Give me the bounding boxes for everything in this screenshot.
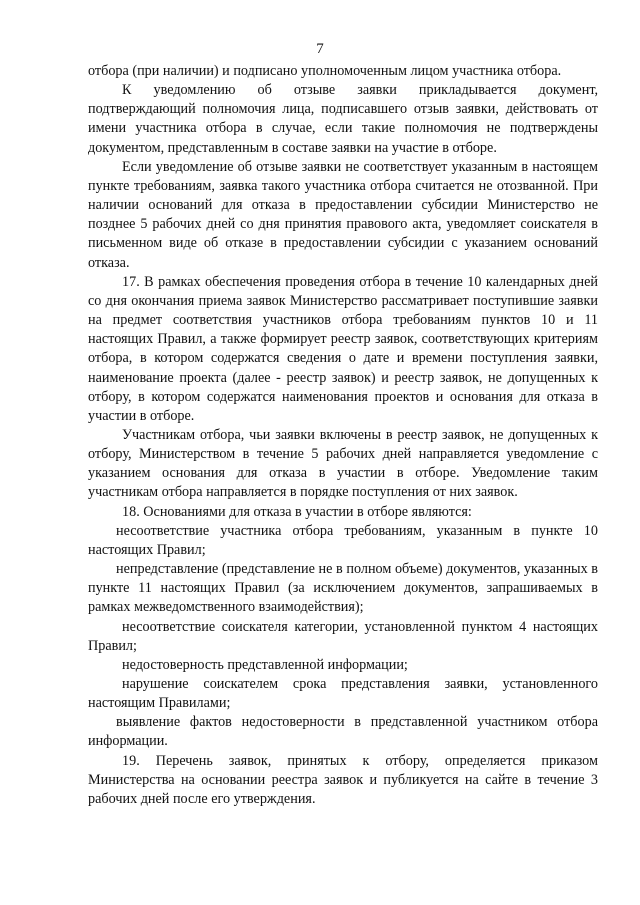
list-item-4: недостоверность представленной информации; bbox=[122, 656, 408, 673]
page-number: 7 bbox=[316, 41, 324, 57]
paragraph-2: К уведомлению об отзыве заявки прикладывается документ, подтверждающий полномочия лица, подписавшего отзыв заявки, действовать от имени участника отбора в случае, если такие полномочия не подтверждены документом, представленным в составе заявки на участие в отборе. bbox=[88, 82, 598, 156]
paragraph-5: Участникам отбора, чьи заявки включены в реестр заявок, не допущенных к отбору, Министерством в течение 5 рабочих дней направляется уведомление с указанием основания для отказа в участии в отборе. Уведомление таким участникам отбора направляется в порядке поступления от них заявок. bbox=[88, 426, 598, 501]
list-item-5: нарушение соискателем срока представления заявки, установленного настоящим Правилами; bbox=[88, 676, 598, 712]
paragraph-1: отбора (при наличии) и подписано уполномоченным лицом участника отбора. bbox=[88, 63, 562, 79]
paragraph-item-18: 18. Основаниями для отказа в участии в отборе являются: bbox=[122, 503, 472, 520]
paragraph-item-19: 19. Перечень заявок, принятых к отбору, определяется приказом Министерства на основании реестра заявок и публикуется на сайте в течение 3 рабочих дней после его утверждения. bbox=[88, 752, 598, 807]
list-item-6: выявление фактов недостоверности в представленной участником отбора информации. bbox=[88, 714, 598, 750]
document-body bbox=[88, 62, 598, 809]
paragraph-item-17: 17. В рамках обеспечения проведения отбора в течение 10 календарных дней со дня окончания приема заявок Министерство рассматривает поступившие заявки на предмет соответствия участников отбора требованиям пунктов 10 и 11 настоящих Правил, а также формирует реестр заявок, соответствующих критериям отбора, в котором содержатся сведения о дате и времени поступления заявки, наименование проекта (далее - реестр заявок) и реестр заявок, не допущенных к отбору, в котором содержатся наименования проектов и основания для отказа в участии в отборе. bbox=[88, 273, 598, 424]
list-item-3: несоответствие соискателя категории, установленной пунктом 4 настоящих Правил; bbox=[88, 618, 598, 654]
list-item-1: несоответствие участника отбора требованиям, указанным в пункте 10 настоящих Правил; bbox=[88, 522, 598, 558]
list-item-2: непредставление (представление не в полном объеме) документов, указанных в пункте 11 настоящих Правил (за исключением документов, запрашиваемых в рамках межведомственного взаимодействия); bbox=[88, 561, 598, 616]
paragraph-3: Если уведомление об отзыве заявки не соответствует указанным в настоящем пункте требованиям, заявка такого участника отбора считается не отозванной. При наличии оснований для отказа в предоставлении субсидии Министерство не позднее 5 рабочих дней со дня принятия правового акта, уведомляет соискателя в письменном виде об отказе в предоставлении субсидии с указанием оснований отказа. bbox=[88, 158, 598, 271]
